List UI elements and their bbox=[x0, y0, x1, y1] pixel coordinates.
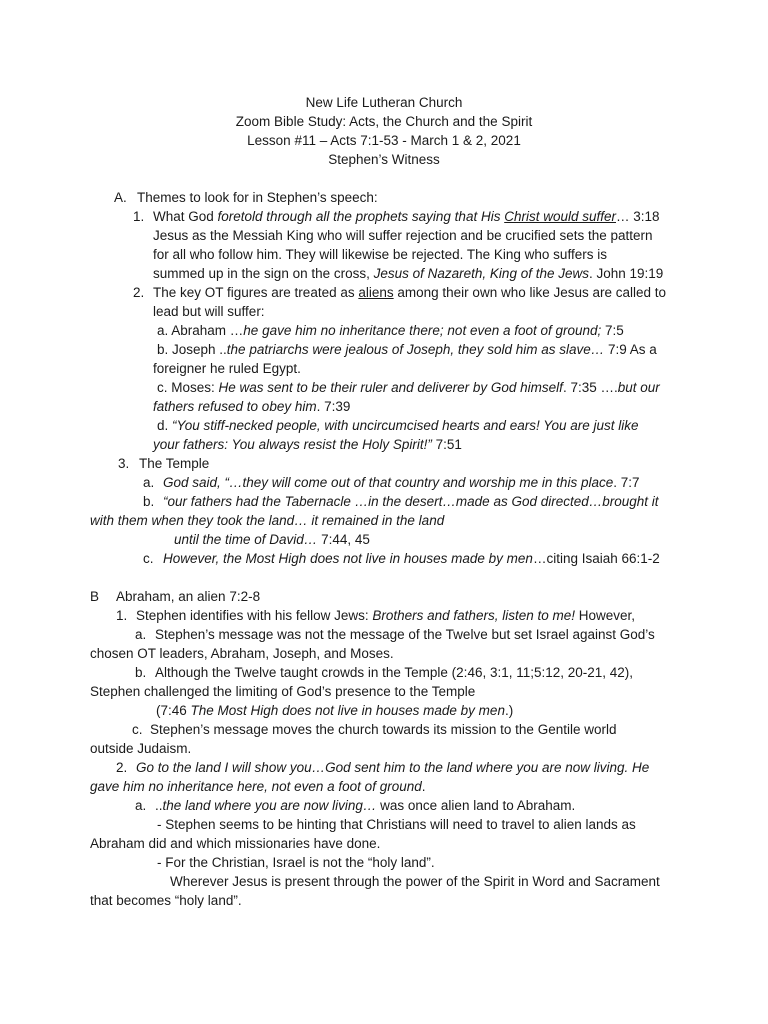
b2-sub-a-text: ..the land where you are now living… was once alien land to Abraham. bbox=[155, 798, 576, 813]
study-title: Zoom Bible Study: Acts, the Church and the Spirit bbox=[235, 114, 533, 129]
section-a-label: A. bbox=[114, 190, 127, 205]
a-item1-number: 1. bbox=[133, 209, 145, 224]
temple-b-line3: until the time of David… 7:44, 45 bbox=[174, 532, 370, 547]
temple-c-label: c. bbox=[143, 551, 154, 566]
a-item2-line1: The key OT figures are treated as aliens among their own who like Jesus are called to bbox=[153, 285, 667, 300]
a-item1-line2: Jesus as the Messiah King who will suffer rejection and be crucified sets the pattern bbox=[153, 228, 653, 243]
abraham-line: a. Abraham …he gave him no inheritance there; not even a foot of ground; 7:5 bbox=[157, 323, 624, 338]
b-sub-c-text: Stephen’s message moves the church towards its mission to the Gentile world bbox=[150, 722, 617, 737]
b-item1-number: 1. bbox=[116, 608, 128, 623]
dash-item-2-line3: that becomes “holy land”. bbox=[90, 893, 242, 908]
temple-b-label: b. bbox=[143, 494, 155, 509]
b-sub-b-line2: Stephen challenged the limiting of God’s presence to the Temple bbox=[90, 684, 476, 699]
moses-line: c. Moses: He was sent to be their ruler and deliverer by God himself. 7:35 ….but our bbox=[157, 380, 660, 395]
dash-item-2: - For the Christian, Israel is not the “holy land”. bbox=[157, 855, 435, 870]
section-b-heading: Abraham, an alien 7:2-8 bbox=[116, 589, 261, 604]
temple-a-label: a. bbox=[143, 475, 155, 490]
dash-item-1-line2: Abraham did and which missionaries have done. bbox=[90, 836, 381, 851]
b-sub-b-label: b. bbox=[135, 665, 147, 680]
dash-item-2-line2: Wherever Jesus is present through the power of the Spirit in Word and Sacrament bbox=[170, 874, 660, 889]
b-item1-line1: Stephen identifies with his fellow Jews: Brothers and fathers, listen to me! However, bbox=[136, 608, 636, 623]
a-item3-heading: The Temple bbox=[139, 456, 210, 471]
joseph-line: b. Joseph ..the patriarchs were jealous of Joseph, they sold him as slave… 7:9 As a bbox=[157, 342, 657, 357]
a-item1-line1: What God foretold through all the prophets saying that His Christ would suffer… 3:18 bbox=[153, 209, 660, 224]
b-item2-number: 2. bbox=[116, 760, 128, 775]
section-b-label: B bbox=[90, 589, 100, 604]
a-item2-number: 2. bbox=[133, 285, 145, 300]
temple-a-text: God said, “…they will come out of that country and worship me in this place. 7:7 bbox=[163, 475, 640, 490]
dash-item-1: - Stephen seems to be hinting that Christians will need to travel to alien lands as bbox=[157, 817, 636, 832]
lesson-line: Lesson #11 – Acts 7:1-53 - March 1 & 2, 2021 bbox=[247, 133, 521, 148]
a-item2-line2: lead but will suffer: bbox=[153, 304, 265, 319]
moses-line2: fathers refused to obey him. 7:39 bbox=[153, 399, 351, 414]
b-sub-a-label: a. bbox=[135, 627, 147, 642]
temple-c-text: However, the Most High does not live in houses made by men…citing Isaiah 66:1-2 bbox=[163, 551, 660, 566]
b-sub-b-line3: (7:46 The Most High does not live in houses made by men.) bbox=[156, 703, 514, 718]
b-sub-c-label: c. bbox=[132, 722, 143, 737]
a-item1-line4: summed up in the sign on the cross, Jesus of Nazareth, King of the Jews. John 19:19 bbox=[153, 266, 664, 281]
b-item2-line2: gave him no inheritance here, not even a foot of ground. bbox=[90, 779, 426, 794]
temple-b-line2: with them when they took the land… it remained in the land bbox=[90, 513, 445, 528]
temple-b-text: “our fathers had the Tabernacle …in the desert…made as God directed…brought it bbox=[163, 494, 659, 509]
stiff-necked-line: d. “You stiff-necked people, with uncircumcised hearts and ears! You are just like bbox=[157, 418, 639, 433]
b2-sub-a-label: a. bbox=[135, 798, 147, 813]
joseph-line2: foreigner he ruled Egypt. bbox=[153, 361, 301, 376]
b-sub-a-line2: chosen OT leaders, Abraham, Joseph, and Moses. bbox=[90, 646, 394, 661]
b-sub-b-text: Although the Twelve taught crowds in the Temple (2:46, 3:1, 11;5:12, 20-21, 42), bbox=[155, 665, 634, 680]
section-a-heading: Themes to look for in Stephen’s speech: bbox=[137, 190, 378, 205]
b-item2-line1: Go to the land I will show you…God sent him to the land where you are now living. He bbox=[136, 760, 650, 775]
page-title: Stephen’s Witness bbox=[328, 152, 440, 167]
church-name: New Life Lutheran Church bbox=[305, 95, 463, 110]
b-sub-c-line2: outside Judaism. bbox=[90, 741, 192, 756]
b-sub-a-text: Stephen’s message was not the message of the Twelve but set Israel against God’s bbox=[155, 627, 655, 642]
a-item3-number: 3. bbox=[118, 456, 130, 471]
a-item1-line3: for all who follow him. They will likewise be rejected. The King who suffers is bbox=[153, 247, 607, 262]
stiff-necked-line2: your fathers: You always resist the Holy Spirit!” 7:51 bbox=[153, 437, 462, 452]
